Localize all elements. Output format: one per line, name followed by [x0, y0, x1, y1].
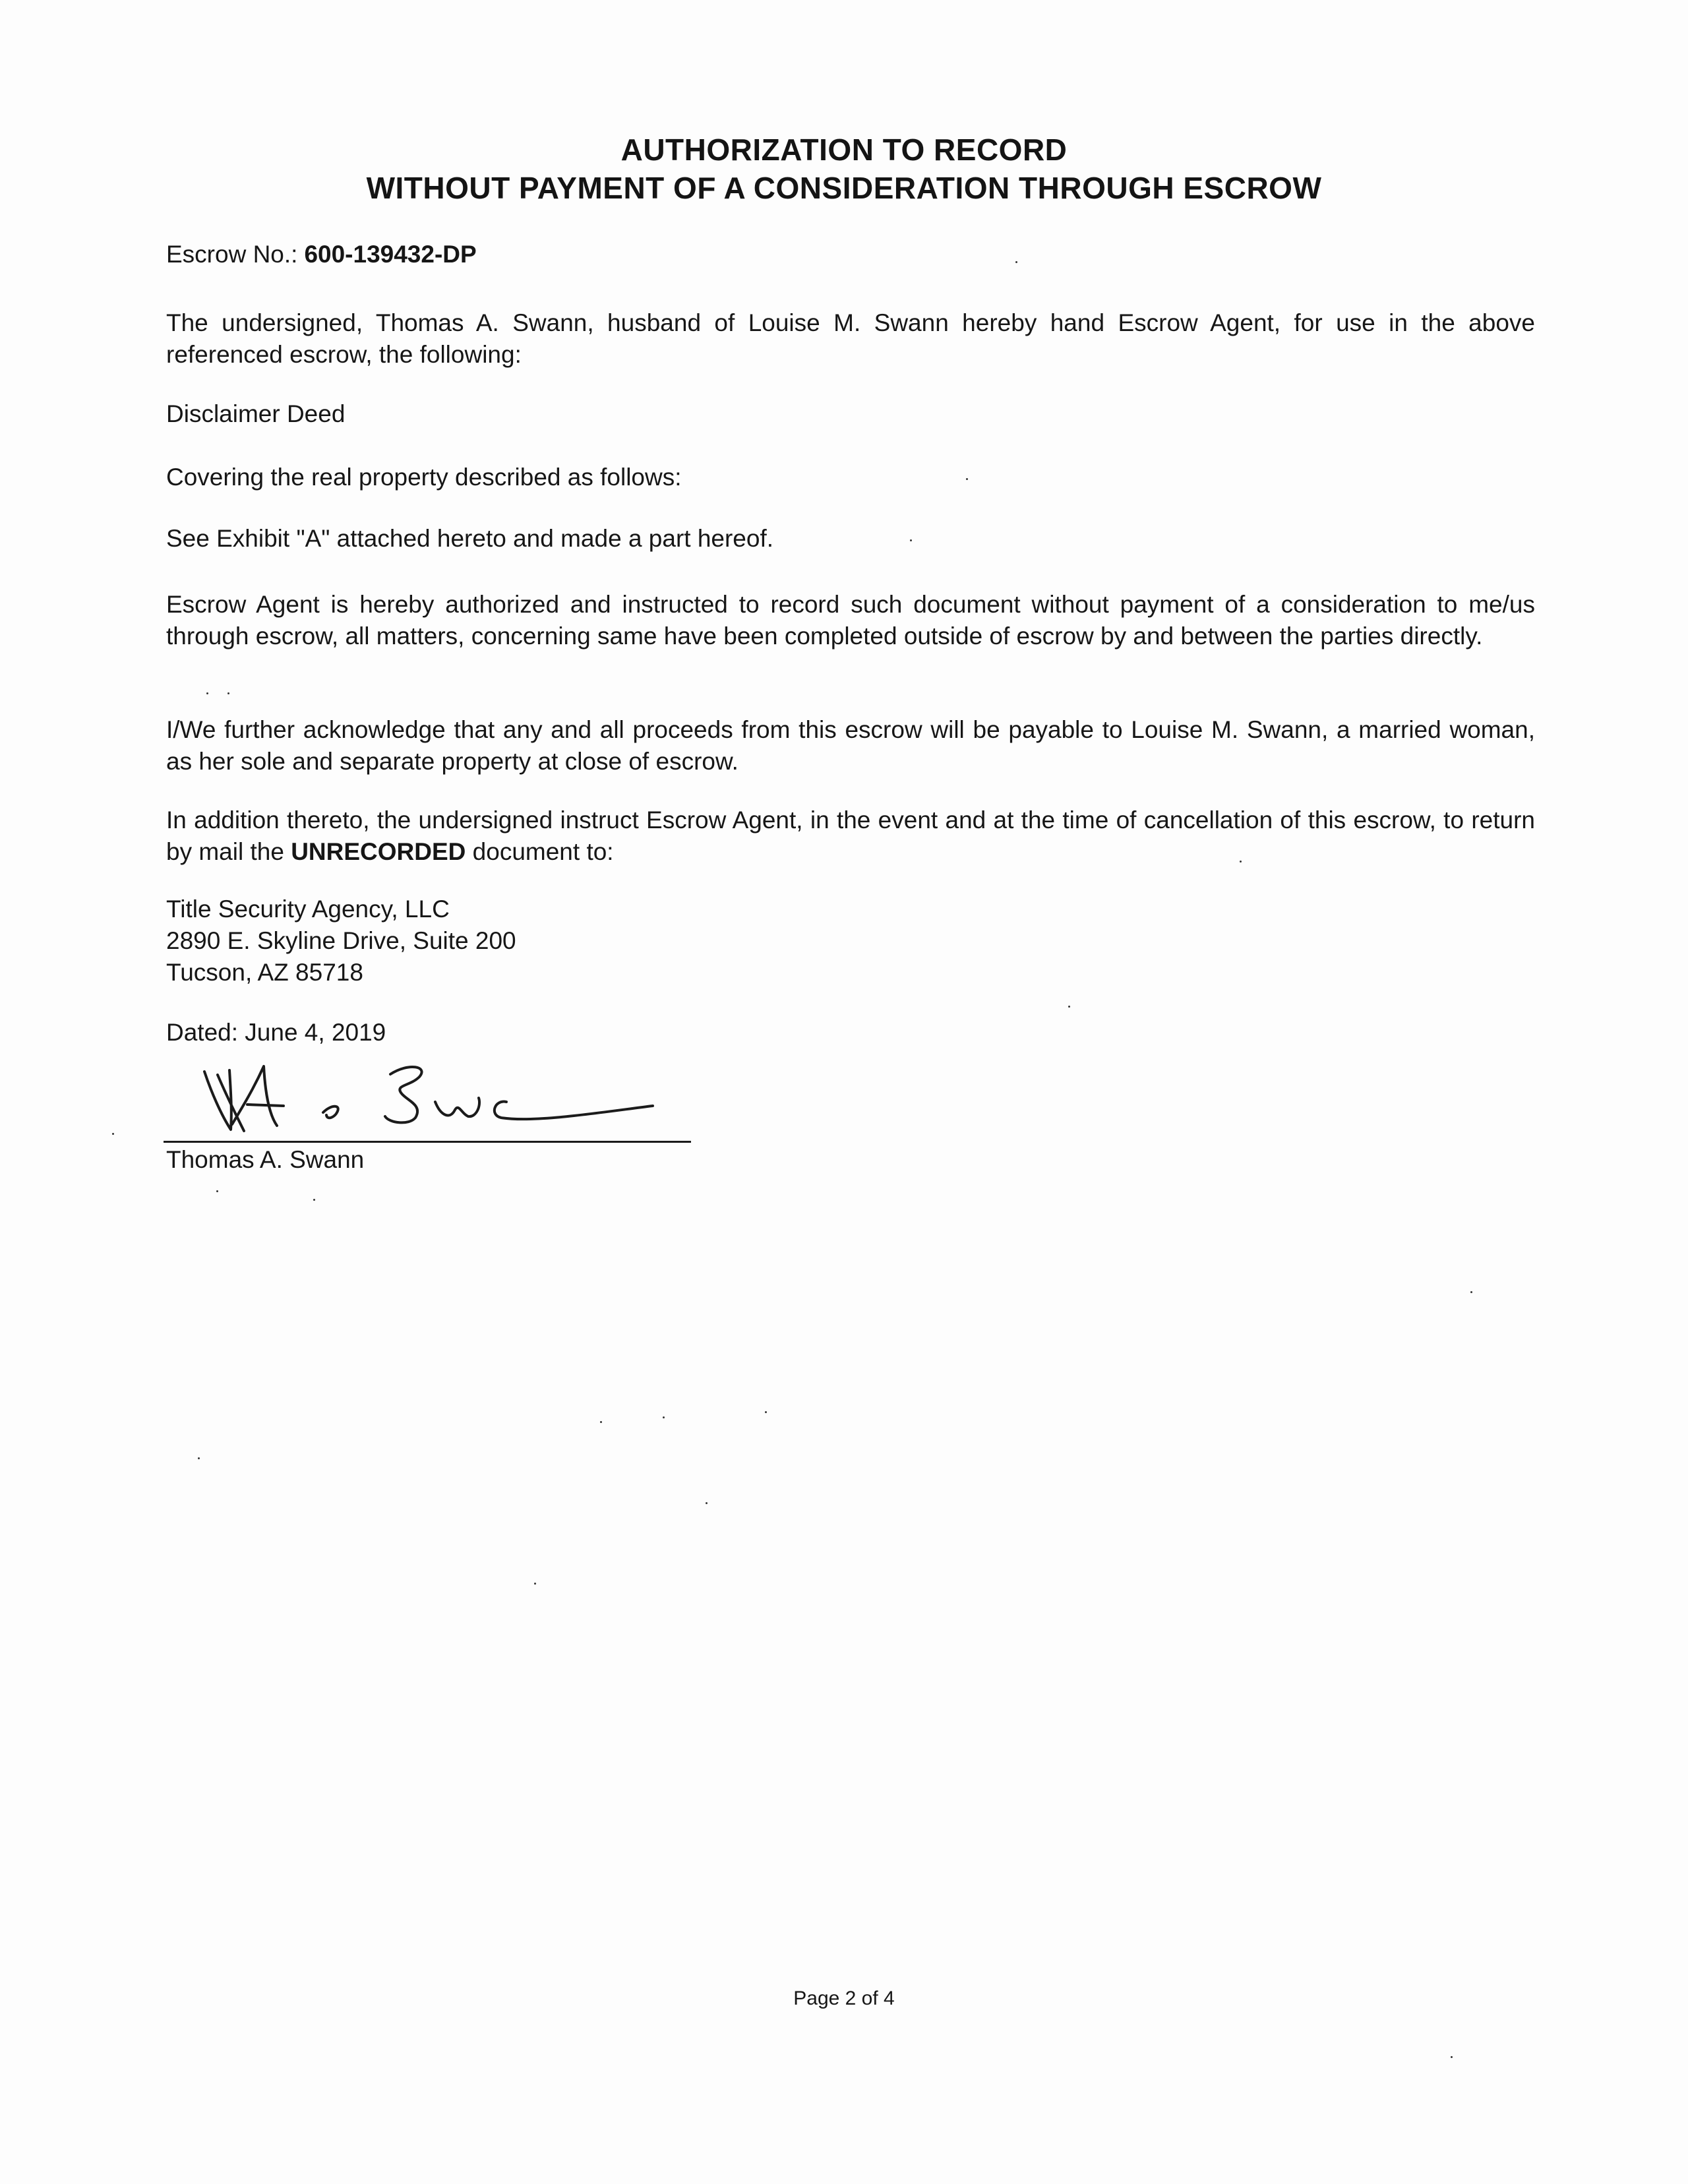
scan-speck — [910, 539, 912, 541]
scan-speck — [1240, 861, 1242, 863]
escrow-number-line — [166, 241, 477, 268]
cancellation-text-start: In addition thereto, the undersigned instruct Escrow Agent, in the event and at the time of cancellation of this escrow, to return by mail the — [166, 806, 1535, 865]
scan-speck — [313, 1199, 315, 1201]
handwritten-signature — [191, 1052, 679, 1151]
scan-speck — [206, 692, 208, 694]
escrow-number-value: 600-139432-DP — [304, 241, 477, 268]
scan-speck — [227, 692, 229, 694]
scan-speck — [198, 1457, 200, 1459]
authorization-paragraph: Escrow Agent is hereby authorized and instructed to record such document without payment of a consideration to me/us through escrow, all matters, concerning same have been completed outside of escrow by and between the parties directly. — [166, 591, 1535, 650]
scan-speck — [112, 1133, 114, 1135]
scan-speck — [663, 1416, 665, 1418]
exhibit-paragraph: See Exhibit "A" attached hereto and made a part hereof. — [166, 525, 774, 552]
scan-speck — [534, 1583, 536, 1585]
scan-speck — [706, 1502, 708, 1504]
cancellation-text-end: document to: — [466, 838, 614, 865]
unrecorded-emphasis: UNRECORDED — [291, 838, 466, 865]
signature-line — [164, 1141, 691, 1143]
deed-type: Disclaimer Deed — [166, 400, 346, 427]
scan-speck — [1470, 1291, 1472, 1293]
scan-speck — [765, 1411, 767, 1413]
dated-line: Dated: June 4, 2019 — [166, 1019, 386, 1046]
escrow-number-label: Escrow No.: — [166, 241, 298, 268]
return-address-street: 2890 E. Skyline Drive, Suite 200 — [166, 927, 516, 954]
acknowledgement-paragraph: I/We further acknowledge that any and all proceeds from this escrow will be payable to Louise M. Swann, a married woman, as her sole and separate property at close of escrow. — [166, 716, 1535, 775]
scan-speck — [600, 1421, 602, 1423]
scan-speck — [1068, 1006, 1070, 1008]
undersigned-paragraph: The undersigned, Thomas A. Swann, husband of Louise M. Swann hereby hand Escrow Agent, for use in the above referenced escrow, the following: — [166, 309, 1535, 368]
page-number: Page 2 of 4 — [793, 1987, 895, 2009]
signer-name: Thomas A. Swann — [166, 1146, 365, 1173]
scan-speck — [216, 1190, 218, 1192]
document-title-line-1: AUTHORIZATION TO RECORD — [620, 133, 1068, 167]
return-address-company: Title Security Agency, LLC — [166, 895, 450, 923]
cancellation-paragraph — [166, 804, 1535, 868]
covering-paragraph: Covering the real property described as follows: — [166, 464, 682, 491]
scan-speck — [966, 478, 968, 480]
document-title-line-2: WITHOUT PAYMENT OF A CONSIDERATION THROUGH ESCROW — [366, 171, 1322, 205]
scan-speck — [1451, 2056, 1453, 2058]
scan-speck — [1015, 261, 1017, 263]
return-address-city: Tucson, AZ 85718 — [166, 959, 363, 986]
